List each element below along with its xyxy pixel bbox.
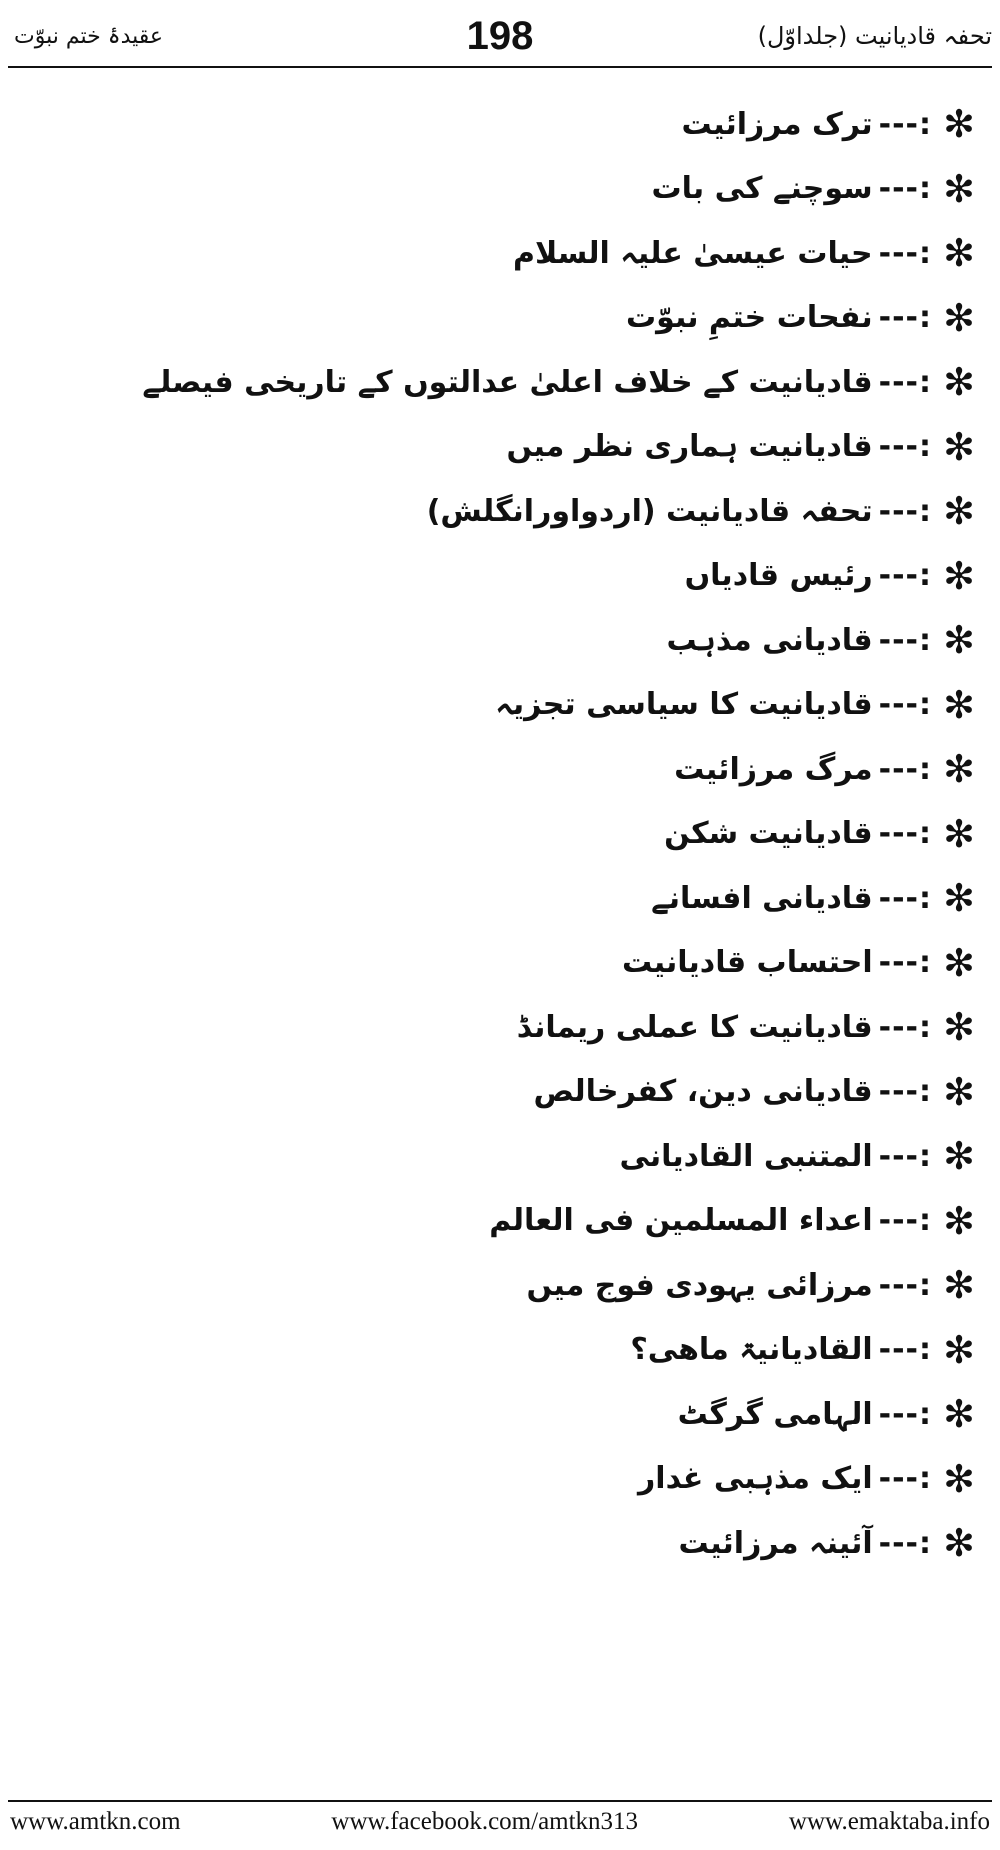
book-title-item: ایک مذہبی غدار — [638, 1461, 873, 1497]
book-title-item: قادیانیت شکن — [664, 816, 873, 852]
header-divider — [8, 66, 992, 68]
book-title-item: القادیانیۃ ماھی؟ — [630, 1332, 873, 1368]
asterisk-icon: ✻ — [943, 1005, 975, 1050]
list-item — [18, 608, 982, 673]
book-title-item: قادیانی افسانے — [651, 880, 873, 916]
asterisk-icon: ✻ — [943, 166, 975, 211]
book-title: تحفہ قادیانیت (جلداوّل) — [757, 22, 992, 50]
page-number: 198 — [466, 14, 534, 58]
list-item — [18, 1511, 982, 1576]
asterisk-icon: ✻ — [943, 1456, 975, 1501]
section-title: عقیدۂ ختم نبوّت — [14, 24, 164, 49]
list-item — [18, 673, 982, 738]
list-separator: :--- — [878, 235, 932, 271]
list-separator: :--- — [878, 1074, 932, 1110]
asterisk-icon: ✻ — [943, 1521, 975, 1566]
list-separator: :--- — [878, 1203, 932, 1239]
book-title-item: قادیانیت کے خلاف اعلیٰ عدالتوں کے تاریخی فیصلے — [142, 364, 873, 400]
list-separator: :--- — [878, 1138, 932, 1174]
list-separator: :--- — [878, 880, 932, 916]
list-separator: :--- — [878, 1461, 932, 1497]
asterisk-icon: ✻ — [943, 747, 975, 792]
asterisk-icon: ✻ — [943, 1392, 975, 1437]
list-separator: :--- — [878, 1009, 932, 1045]
asterisk-icon: ✻ — [943, 1198, 975, 1243]
list-item — [18, 1382, 982, 1447]
asterisk-icon: ✻ — [943, 424, 975, 469]
footer-link-amtkn[interactable]: www.amtkn.com — [10, 1808, 181, 1835]
list-item — [18, 737, 982, 802]
list-item — [18, 1124, 982, 1189]
list-separator: :--- — [878, 1396, 932, 1432]
book-title-item: سوچنے کی بات — [651, 171, 873, 207]
book-title-item: حیات عیسیٰ علیہ السلام — [513, 235, 873, 271]
book-title-item: الہامی گرگٹ — [677, 1396, 873, 1432]
list-separator: :--- — [878, 1332, 932, 1368]
page-header — [8, 14, 992, 62]
list-item — [18, 350, 982, 415]
page-footer — [10, 1808, 990, 1836]
list-item — [18, 415, 982, 480]
list-item — [18, 479, 982, 544]
book-title-item: قادیانیت ہماری نظر میں — [506, 429, 873, 465]
list-separator: :--- — [878, 945, 932, 981]
book-title-item: قادیانیت کا سیاسی تجزیہ — [495, 687, 873, 723]
book-title-item: قادیانی دین، کفرخالص — [533, 1074, 873, 1110]
list-item — [18, 1318, 982, 1383]
asterisk-icon: ✻ — [943, 1134, 975, 1179]
asterisk-icon: ✻ — [943, 940, 975, 985]
asterisk-icon: ✻ — [943, 360, 975, 405]
book-title-item: مرگ مرزائیت — [674, 751, 873, 787]
list-separator: :--- — [878, 1525, 932, 1561]
book-title-item: مرزائی یہودی فوج میں — [526, 1267, 873, 1303]
footer-divider — [8, 1800, 992, 1802]
asterisk-icon: ✻ — [943, 295, 975, 340]
list-separator: :--- — [878, 171, 932, 207]
book-title-item: رئیس قادیاں — [684, 558, 873, 594]
list-separator: :--- — [878, 300, 932, 336]
list-separator: :--- — [878, 751, 932, 787]
book-title-item: تحفہ قادیانیت (اردواورانگلش) — [426, 493, 873, 529]
list-item — [18, 544, 982, 609]
list-separator: :--- — [878, 493, 932, 529]
list-item — [18, 221, 982, 286]
list-separator: :--- — [878, 106, 932, 142]
asterisk-icon: ✻ — [943, 489, 975, 534]
book-title-item: احتساب قادیانیت — [622, 945, 873, 981]
asterisk-icon: ✻ — [943, 811, 975, 856]
list-item — [18, 866, 982, 931]
book-title-item: المتنبی القادیانی — [619, 1138, 873, 1174]
book-title-item: قادیانیت کا عملی ریمانڈ — [516, 1009, 873, 1045]
list-item — [18, 1060, 982, 1125]
asterisk-icon: ✻ — [943, 682, 975, 727]
list-separator: :--- — [878, 558, 932, 594]
asterisk-icon: ✻ — [943, 618, 975, 663]
book-title-item: ترک مرزائیت — [681, 106, 873, 142]
list-separator: :--- — [878, 1267, 932, 1303]
list-separator: :--- — [878, 687, 932, 723]
list-item — [18, 1447, 982, 1512]
list-separator: :--- — [878, 429, 932, 465]
list-item — [18, 1189, 982, 1254]
book-title-item: قادیانی مذہب — [666, 622, 873, 658]
book-title-item: آئینہ مرزائیت — [678, 1525, 873, 1561]
list-separator: :--- — [878, 622, 932, 658]
asterisk-icon: ✻ — [943, 1263, 975, 1308]
footer-link-facebook[interactable]: www.facebook.com/amtkn313 — [331, 1808, 639, 1835]
list-item — [18, 931, 982, 996]
list-item — [18, 157, 982, 222]
book-title-item: نفحات ختمِ نبوّت — [626, 300, 873, 336]
list-item — [18, 92, 982, 157]
book-list — [18, 92, 982, 1576]
list-item — [18, 802, 982, 867]
asterisk-icon: ✻ — [943, 876, 975, 921]
footer-link-emaktaba[interactable]: www.emaktaba.info — [788, 1808, 990, 1835]
asterisk-icon: ✻ — [943, 231, 975, 276]
book-title-item: اعداء المسلمین فی العالم — [489, 1203, 873, 1239]
list-item — [18, 995, 982, 1060]
asterisk-icon: ✻ — [943, 102, 975, 147]
asterisk-icon: ✻ — [943, 1327, 975, 1372]
list-item — [18, 286, 982, 351]
asterisk-icon: ✻ — [943, 553, 975, 598]
list-separator: :--- — [878, 816, 932, 852]
list-separator: :--- — [878, 364, 932, 400]
asterisk-icon: ✻ — [943, 1069, 975, 1114]
list-item — [18, 1253, 982, 1318]
